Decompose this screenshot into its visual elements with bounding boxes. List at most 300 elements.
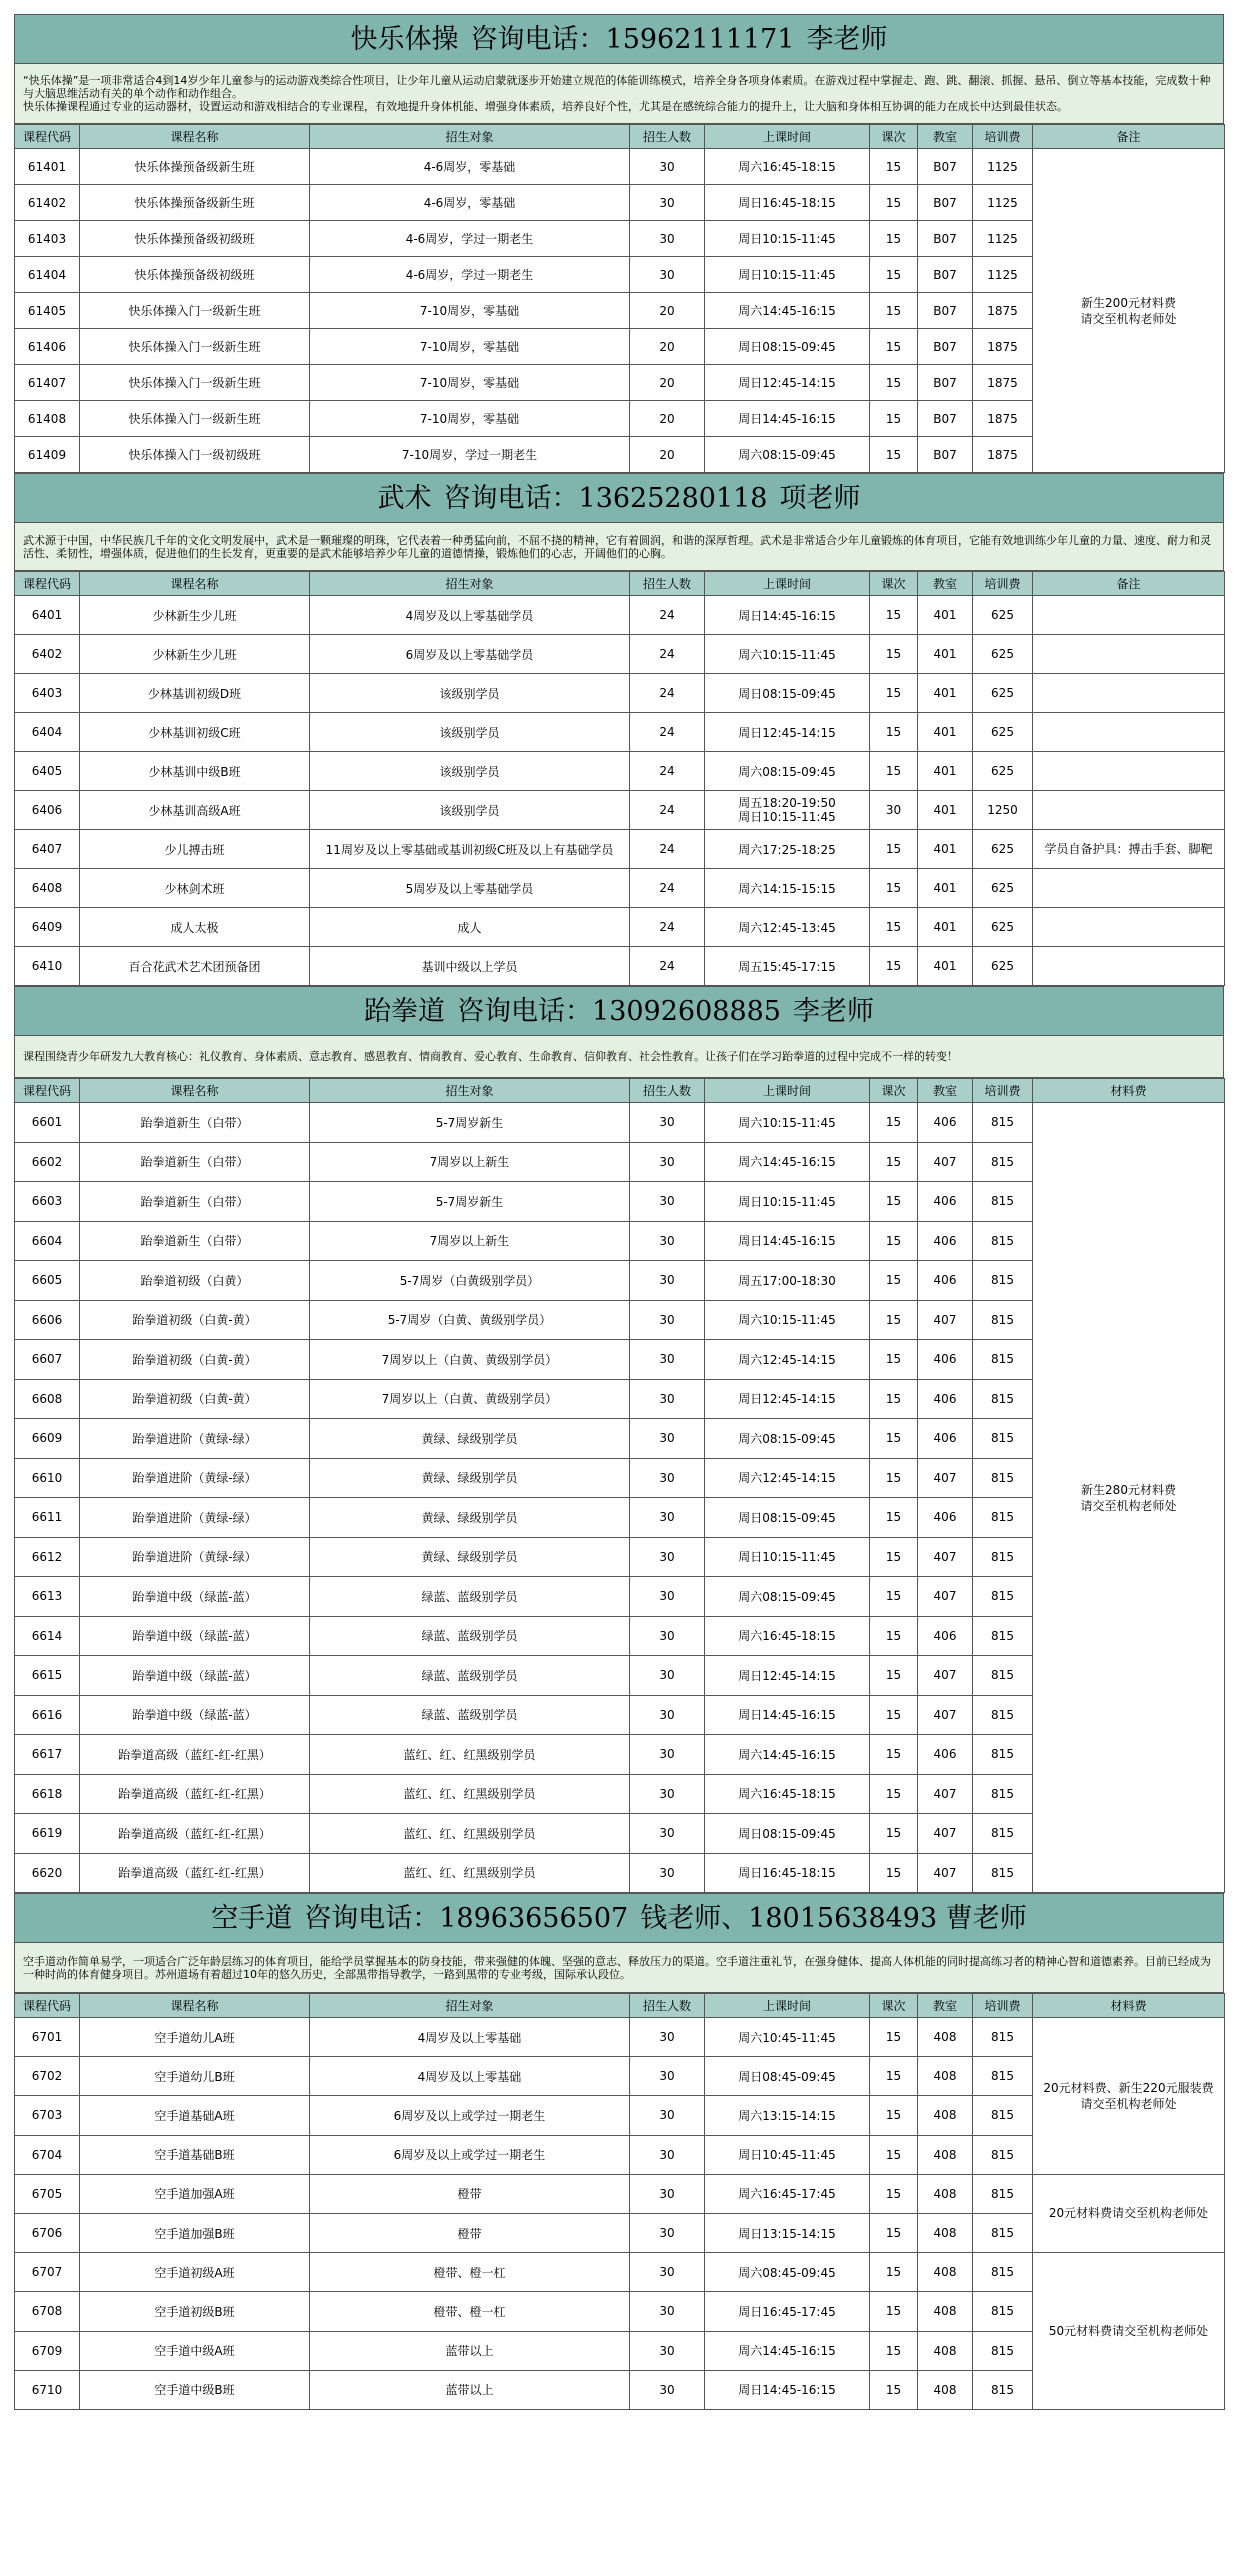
column-header: 课次 [870,1994,918,2018]
table-cell: 1125 [973,149,1033,185]
table-cell: 30 [630,1221,705,1261]
section-phone: 咨询电话：18963656507 [304,1903,629,1934]
table-row [15,1103,1225,1143]
table-cell: 30 [630,2096,705,2135]
table-cell: 7-10周岁，零基础 [310,401,630,437]
table-cell: 15 [870,1182,918,1222]
column-header: 上课时间 [705,1079,870,1103]
table-cell: 15 [870,2292,918,2331]
table-cell: 15 [870,1577,918,1617]
table-cell: 15 [870,365,918,401]
table-cell: 401 [918,674,973,713]
intro-paragraph: “快乐体操”是一项非常适合4到14岁少年儿童参与的运动游戏类综合性项目，让少年儿童从运动启蒙就逐步开始建立规范的体能训练模式，培养全身各项身体素质。在游戏过程中掌握走、跑、跳、翻滚、抓握、悬吊、倒立等基本技能，完成数十种与大脑思维活动有关的单个动作和动作组合。 [23,74,1211,100]
table-cell: 4-6周岁，零基础 [310,185,630,221]
table-cell: 6611 [15,1498,80,1538]
table-cell: 6617 [15,1735,80,1775]
table-cell: 该级别学员 [310,713,630,752]
table-cell: 30 [630,1300,705,1340]
table-cell: 30 [630,1695,705,1735]
table-cell: 周日13:15-14:15 [705,2213,870,2252]
table-cell: 15 [870,674,918,713]
table-cell: 815 [973,1498,1033,1538]
material-cell: 20元材料费、新生220元服装费 请交至机构老师处 [1033,2018,1225,2175]
section-name: 空手道 [211,1903,293,1934]
table-cell: 625 [973,830,1033,869]
table-cell: 407 [918,1142,973,1182]
table-cell: 401 [918,869,973,908]
table-cell: 6409 [15,908,80,947]
table-cell: 30 [630,1103,705,1143]
column-header: 课次 [870,572,918,596]
material-cell: 新生280元材料费 请交至机构老师处 [1033,1103,1225,1893]
table-cell: 20 [630,329,705,365]
table-cell: 6401 [15,596,80,635]
table-cell: 15 [870,437,918,473]
table-cell: 少林新生少儿班 [80,596,310,635]
column-header: 招生人数 [630,1994,705,2018]
table-cell: 周日16:45-18:15 [705,185,870,221]
table-cell: 跆拳道进阶（黄绿-绿） [80,1498,310,1538]
table-cell: 815 [973,1695,1033,1735]
table-cell: 1125 [973,257,1033,293]
table-cell: 625 [973,713,1033,752]
table-cell: 周日16:45-18:15 [705,1853,870,1893]
table-cell: 406 [918,1103,973,1143]
table-cell: 15 [870,1616,918,1656]
table-cell: 周六08:15-09:45 [705,752,870,791]
table-cell: 该级别学员 [310,674,630,713]
table-cell: 15 [870,1774,918,1814]
table-cell: 周六08:15-09:45 [705,1419,870,1459]
table-cell: 30 [630,1379,705,1419]
table-cell: 周五15:45-17:15 [705,947,870,986]
table-cell: 4-6周岁，学过一期老生 [310,221,630,257]
table-cell: 6609 [15,1419,80,1459]
table-cell: 15 [870,1537,918,1577]
table-cell: 蓝带以上 [310,2370,630,2409]
table-cell: 6610 [15,1458,80,1498]
table-cell: 20 [630,401,705,437]
table-cell: 30 [630,2292,705,2331]
table-cell: 1125 [973,185,1033,221]
table-cell: 7-10周岁，学过一期老生 [310,437,630,473]
section-name: 武术 [377,483,432,514]
schedule-page [14,14,1224,2410]
section-name: 快乐体操 [350,24,459,55]
table-cell: 625 [973,947,1033,986]
table-cell: 408 [918,2331,973,2370]
note-cell: 新生200元材料费 请交至机构老师处 [1033,149,1225,473]
table-cell: 407 [918,1537,973,1577]
section-teacher: 钱老师、18015638493 曹老师 [640,1903,1027,1934]
table-cell: 30 [630,1774,705,1814]
table-cell: 30 [630,2018,705,2057]
table-cell: 6404 [15,713,80,752]
table-cell: 跆拳道初级（白黄-黄） [80,1379,310,1419]
table-cell: 30 [630,1419,705,1459]
table-cell: 61409 [15,437,80,473]
table-cell: 百合花武术艺术团预备团 [80,947,310,986]
table-cell: 15 [870,149,918,185]
table-cell: 蓝红、红、红黑级别学员 [310,1735,630,1775]
note-cell [1033,908,1225,947]
table-cell: 408 [918,2213,973,2252]
table-cell: 30 [630,1656,705,1696]
table-cell: 815 [973,2096,1033,2135]
table-cell: 橙带 [310,2174,630,2213]
table-cell: 跆拳道新生（白带） [80,1103,310,1143]
table-cell: 407 [918,1774,973,1814]
table-cell: 401 [918,908,973,947]
column-header: 课程代码 [15,572,80,596]
table-cell: 15 [870,257,918,293]
table-cell: 408 [918,2292,973,2331]
table-cell: 61403 [15,221,80,257]
table-cell: 绿蓝、蓝级别学员 [310,1656,630,1696]
table-cell: 绿蓝、蓝级别学员 [310,1577,630,1617]
table-cell: 30 [630,2331,705,2370]
table-cell: 6410 [15,947,80,986]
table-cell: 周日14:45-16:15 [705,596,870,635]
table-cell: 少林剑术班 [80,869,310,908]
section-name: 跆拳道 [364,996,446,1027]
table-cell: 空手道基础B班 [80,2135,310,2174]
column-header: 培训费 [973,125,1033,149]
note-cell [1033,791,1225,830]
table-cell: 周日14:45-16:15 [705,401,870,437]
note-cell [1033,869,1225,908]
table-cell: 625 [973,635,1033,674]
table-cell: 6607 [15,1340,80,1380]
table-cell: 周日08:45-09:45 [705,2057,870,2096]
table-cell: B07 [918,329,973,365]
column-header: 培训费 [973,572,1033,596]
column-header: 备注 [1033,125,1225,149]
table-cell: 30 [630,1142,705,1182]
table-cell: 625 [973,596,1033,635]
table-cell: 61404 [15,257,80,293]
note-cell [1033,635,1225,674]
table-cell: 24 [630,791,705,830]
table-cell: 周日12:45-14:15 [705,1656,870,1696]
table-cell: 30 [630,2253,705,2292]
table-cell: 7周岁以上（白黄、黄级别学员） [310,1379,630,1419]
table-cell: 61407 [15,365,80,401]
table-cell: 30 [630,1182,705,1222]
table-cell: 1250 [973,791,1033,830]
table-cell: 815 [973,2174,1033,2213]
column-header: 教室 [918,125,973,149]
table-cell: 406 [918,1735,973,1775]
table-cell: 30 [630,1458,705,1498]
section-title [14,473,1224,523]
table-cell: 15 [870,1261,918,1301]
table-cell: 30 [630,2174,705,2213]
column-header: 课程代码 [15,1994,80,2018]
column-header: 培训费 [973,1079,1033,1103]
course-section-1 [14,14,1224,473]
table-cell: 407 [918,1814,973,1854]
course-section-2 [14,473,1224,986]
table-cell: 815 [973,1182,1033,1222]
table-cell: 周日14:45-16:15 [705,2370,870,2409]
column-header: 教室 [918,572,973,596]
column-header: 招生对象 [310,572,630,596]
table-cell: 4周岁及以上零基础 [310,2018,630,2057]
table-cell: 15 [870,185,918,221]
section-intro [14,1943,1224,1993]
table-cell: 周六14:45-16:15 [705,1142,870,1182]
table-cell: 30 [630,2057,705,2096]
table-cell: 周六12:45-14:15 [705,1458,870,1498]
column-header: 招生人数 [630,1079,705,1103]
table-cell: 30 [630,1814,705,1854]
table-cell: 408 [918,2096,973,2135]
course-section-4 [14,1893,1224,2410]
table-cell: 空手道加强A班 [80,2174,310,2213]
table-row [15,2174,1225,2213]
note-cell: 学员自备护具：搏击手套、脚靶 [1033,830,1225,869]
table-cell: 625 [973,869,1033,908]
table-row [15,596,1225,635]
table-cell: 4-6周岁，学过一期老生 [310,257,630,293]
table-cell: 1875 [973,329,1033,365]
table-cell: 6705 [15,2174,80,2213]
table-cell: 6周岁及以上或学过一期老生 [310,2135,630,2174]
table-cell: 20 [630,437,705,473]
table-cell: 6403 [15,674,80,713]
table-cell: 30 [630,1498,705,1538]
table-cell: 815 [973,1537,1033,1577]
table-cell: 跆拳道高级（蓝红-红-红黑） [80,1774,310,1814]
table-cell: 周六13:15-14:15 [705,2096,870,2135]
table-row [15,674,1225,713]
table-cell: 周五18:20-19:50 周日10:15-11:45 [705,791,870,830]
table-cell: 周六10:45-11:45 [705,2018,870,2057]
table-cell: 7周岁以上新生 [310,1142,630,1182]
table-cell: 周日10:15-11:45 [705,221,870,257]
table-row [15,791,1225,830]
table-cell: 橙带、橙一杠 [310,2253,630,2292]
table-cell: 周六08:15-09:45 [705,437,870,473]
table-cell: 30 [630,1616,705,1656]
table-cell: 周六12:45-13:45 [705,908,870,947]
table-row [15,635,1225,674]
column-header: 课程名称 [80,572,310,596]
table-cell: 401 [918,791,973,830]
table-cell: 周六10:15-11:45 [705,1103,870,1143]
table-cell: 周日14:45-16:15 [705,1221,870,1261]
table-cell: 快乐体操预备级新生班 [80,185,310,221]
table-cell: 15 [870,1656,918,1696]
table-cell: 6604 [15,1221,80,1261]
table-cell: 周六14:15-15:15 [705,869,870,908]
table-cell: 11周岁及以上零基础或基训初级C班及以上有基础学员 [310,830,630,869]
table-cell: 24 [630,830,705,869]
table-cell: 30 [870,791,918,830]
table-cell: 空手道幼儿A班 [80,2018,310,2057]
table-cell: 快乐体操入门一级初级班 [80,437,310,473]
table-cell: 周六08:15-09:45 [705,1577,870,1617]
table-cell: 815 [973,2135,1033,2174]
table-cell: 30 [630,185,705,221]
table-cell: 黄绿、绿级别学员 [310,1458,630,1498]
column-header: 招生对象 [310,1994,630,2018]
table-cell: 周日10:45-11:45 [705,2135,870,2174]
course-section-3 [14,986,1224,1893]
table-cell: 空手道加强B班 [80,2213,310,2252]
table-cell: 815 [973,1379,1033,1419]
table-cell: 6603 [15,1182,80,1222]
table-cell: 401 [918,713,973,752]
table-cell: 快乐体操入门一级新生班 [80,293,310,329]
table-cell: 15 [870,635,918,674]
column-header: 材料费 [1033,1994,1225,2018]
table-cell: 1125 [973,221,1033,257]
table-cell: 815 [973,1577,1033,1617]
table-cell: 周日08:15-09:45 [705,1814,870,1854]
table-cell: 406 [918,1616,973,1656]
table-cell: 周日08:15-09:45 [705,329,870,365]
table-cell: 少儿搏击班 [80,830,310,869]
table-cell: 6605 [15,1261,80,1301]
table-cell: 1875 [973,293,1033,329]
table-cell: 6709 [15,2331,80,2370]
section-teacher: 项老师 [779,483,861,514]
table-cell: 橙带、橙一杠 [310,2292,630,2331]
table-cell: 24 [630,752,705,791]
table-cell: 15 [870,2057,918,2096]
table-cell: 15 [870,2370,918,2409]
material-cell: 20元材料费请交至机构老师处 [1033,2174,1225,2252]
table-row [15,947,1225,986]
table-cell: 61405 [15,293,80,329]
table-cell: 4-6周岁，零基础 [310,149,630,185]
table-cell: 15 [870,401,918,437]
column-header: 教室 [918,1994,973,2018]
table-cell: 周六14:45-16:15 [705,2331,870,2370]
section-intro [14,1036,1224,1078]
table-cell: 625 [973,674,1033,713]
note-cell [1033,713,1225,752]
table-cell: 407 [918,1300,973,1340]
table-cell: 周日08:15-09:45 [705,1498,870,1538]
course-table [14,1078,1225,1893]
table-cell: 815 [973,1261,1033,1301]
table-cell: 401 [918,596,973,635]
table-cell: 快乐体操预备级初级班 [80,221,310,257]
table-cell: 406 [918,1221,973,1261]
table-cell: 24 [630,674,705,713]
table-cell: 401 [918,752,973,791]
table-cell: 周六16:45-18:15 [705,149,870,185]
table-cell: 30 [630,2135,705,2174]
table-cell: 408 [918,2370,973,2409]
table-row [15,830,1225,869]
table-cell: 408 [918,2253,973,2292]
table-cell: 15 [870,2213,918,2252]
table-cell: 周日12:45-14:15 [705,713,870,752]
table-cell: 407 [918,1695,973,1735]
table-cell: 15 [870,596,918,635]
table-cell: 61408 [15,401,80,437]
table-cell: 406 [918,1261,973,1301]
table-cell: 6704 [15,2135,80,2174]
table-cell: 815 [973,2370,1033,2409]
table-cell: 蓝红、红、红黑级别学员 [310,1774,630,1814]
table-cell: B07 [918,293,973,329]
table-cell: 61401 [15,149,80,185]
table-cell: 15 [870,713,918,752]
table-cell: 6710 [15,2370,80,2409]
column-header: 课程名称 [80,1994,310,2018]
table-cell: 24 [630,596,705,635]
section-teacher: 李老师 [806,24,888,55]
table-cell: 周六08:45-09:45 [705,2253,870,2292]
table-cell: 407 [918,1458,973,1498]
table-cell: 401 [918,830,973,869]
table-cell: 406 [918,1340,973,1380]
table-cell: 815 [973,2292,1033,2331]
table-cell: 6708 [15,2292,80,2331]
table-cell: 快乐体操入门一级新生班 [80,401,310,437]
table-cell: 15 [870,1142,918,1182]
table-cell: 20 [630,293,705,329]
table-cell: 15 [870,1498,918,1538]
table-cell: 周日10:15-11:45 [705,257,870,293]
table-cell: 15 [870,1221,918,1261]
table-row [15,869,1225,908]
table-cell: 15 [870,329,918,365]
table-cell: 少林基训初级D班 [80,674,310,713]
table-cell: 蓝红、红、红黑级别学员 [310,1853,630,1893]
table-cell: 少林新生少儿班 [80,635,310,674]
intro-paragraph: 课程围绕青少年研发九大教育核心：礼仪教育、身体素质、意志教育、感恩教育、情商教育、爱心教育、生命教育、信仰教育、社会性教育。让孩子们在学习跆拳道的过程中完成不一样的转变！ [23,1050,958,1063]
table-cell: 15 [870,1103,918,1143]
table-cell: 6618 [15,1774,80,1814]
table-cell: 周日14:45-16:15 [705,1695,870,1735]
table-cell: 15 [870,2174,918,2213]
table-cell: 15 [870,830,918,869]
section-phone: 咨询电话：13625280118 [443,483,768,514]
table-cell: 周六16:45-17:45 [705,2174,870,2213]
column-header: 备注 [1033,572,1225,596]
table-cell: 5-7周岁（白黄级别学员） [310,1261,630,1301]
table-cell: 1875 [973,437,1033,473]
table-cell: 7-10周岁，零基础 [310,329,630,365]
section-intro [14,64,1224,124]
table-cell: 跆拳道中级（绿蓝-蓝） [80,1577,310,1617]
table-cell: 快乐体操预备级新生班 [80,149,310,185]
table-cell: 815 [973,1419,1033,1459]
note-cell [1033,596,1225,635]
table-cell: 5周岁及以上零基础学员 [310,869,630,908]
table-cell: 周六14:45-16:15 [705,293,870,329]
table-cell: 815 [973,2331,1033,2370]
table-cell: 30 [630,1261,705,1301]
table-cell: 815 [973,2213,1033,2252]
table-row [15,713,1225,752]
column-header: 课程名称 [80,125,310,149]
column-header: 招生人数 [630,572,705,596]
column-header: 培训费 [973,1994,1033,2018]
column-header: 教室 [918,1079,973,1103]
column-header: 课程代码 [15,125,80,149]
table-cell: 周日12:45-14:15 [705,365,870,401]
table-cell: 15 [870,2253,918,2292]
table-cell: 815 [973,2057,1033,2096]
table-cell: 6608 [15,1379,80,1419]
